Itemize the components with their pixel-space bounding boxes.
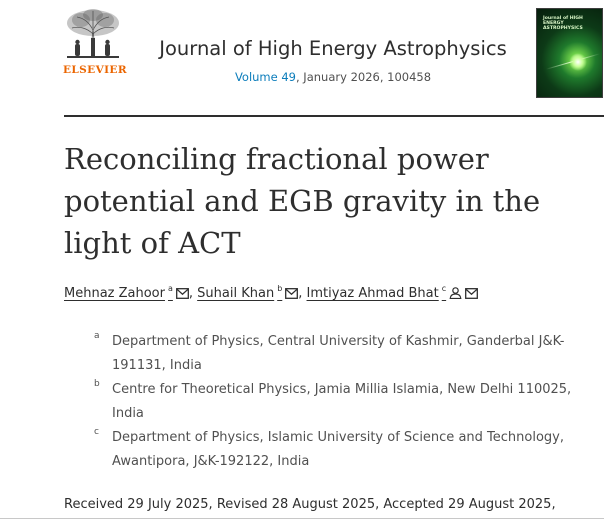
author-name: Mehnaz Zahoor (64, 286, 165, 301)
affiliation-label: c (94, 427, 99, 437)
email-icon[interactable] (176, 288, 189, 303)
elsevier-tree-icon (63, 8, 123, 63)
publisher-name: ELSEVIER (63, 64, 127, 76)
issue-details: , January 2026, 100458 (296, 70, 432, 84)
affiliation-item (94, 330, 594, 378)
affiliation-item (94, 426, 594, 474)
author-name: Imtiyaz Ahmad Bhat (306, 286, 439, 301)
affiliation-text: Department of Physics, Central University of Kashmir, Ganderbal J&K-191131, India (112, 334, 565, 373)
affiliation-item (94, 378, 594, 426)
email-icon[interactable] (465, 288, 478, 303)
affiliation-list (94, 330, 594, 474)
affiliation-text: Department of Physics, Islamic University of Science and Technology, Awantipora, J&K-192122, India (112, 430, 564, 469)
cover-title-text: Journal of HIGH ENERGY ASTROPHYSICS (543, 16, 583, 32)
author-link[interactable] (197, 286, 298, 301)
affiliation-label: b (94, 379, 100, 389)
journal-issue-line (148, 70, 518, 84)
person-icon[interactable] (449, 287, 462, 303)
author-name: Suhail Khan (197, 286, 275, 301)
article-history: Received 29 July 2025, Revised 28 August 2025, Accepted 29 August 2025, (64, 497, 556, 512)
publisher-logo[interactable] (63, 8, 125, 74)
header-divider (64, 115, 604, 117)
article-title: Reconciling fractional power potential and EGB gravity in the light of ACT (64, 142, 541, 260)
author-affiliation-mark: a (167, 284, 173, 293)
author-separator: , (188, 286, 198, 301)
journal-cover-image[interactable] (536, 8, 603, 98)
cover-flare (569, 53, 587, 71)
email-icon[interactable] (285, 288, 298, 303)
affiliation-text: Centre for Theoretical Physics, Jamia Millia Islamia, New Delhi 110025, India (112, 382, 572, 421)
bottom-divider (0, 518, 604, 519)
author-affiliation-mark: b (277, 284, 283, 293)
journal-title[interactable]: Journal of High Energy Astrophysics (159, 37, 507, 60)
author-list (64, 284, 594, 303)
author-affiliation-mark: c (441, 284, 447, 293)
author-separator: , (298, 286, 307, 301)
author-link[interactable] (307, 286, 479, 301)
volume-link[interactable]: Volume 49 (234, 70, 296, 84)
author-link[interactable] (64, 286, 189, 301)
affiliation-label: a (94, 331, 100, 341)
